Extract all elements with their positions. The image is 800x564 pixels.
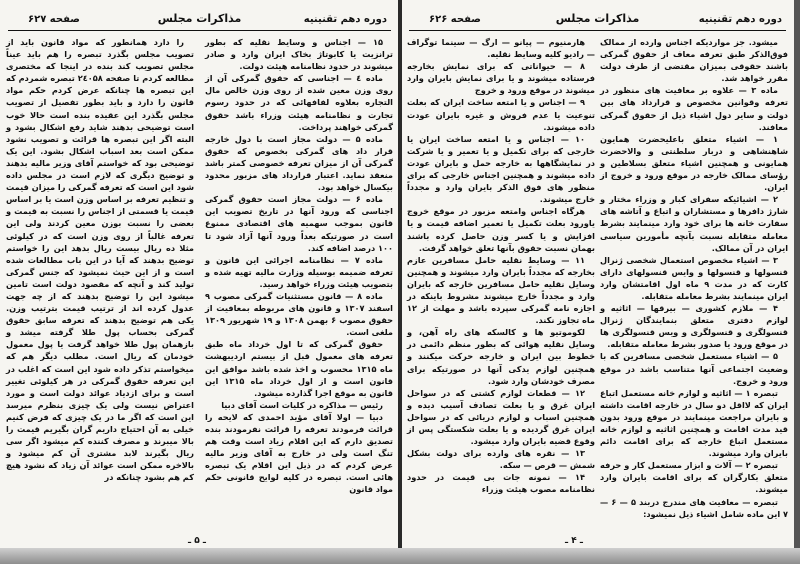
paragraph: ۴ — ملازم کشوری — بیرقها — اثاثیه و لوازم دفتری متعلق بنمایندگان ژنرال قنسولگری و قنسولگری و ویس قنسولگری ها در موقع ورود یا صدور بشرط معامله متقابله. bbox=[600, 303, 788, 350]
text-column-left bbox=[407, 36, 595, 496]
book-spine-divider bbox=[398, 0, 402, 550]
paragraph: تبصره ۲ — آلات و ابزار مستعمل کار و حرفه متعلق بکارگران که برای اقامت بایران وارد میشوند. bbox=[600, 460, 788, 495]
page-header bbox=[409, 8, 786, 31]
volume-label: دوره دهم تقنینیه bbox=[698, 14, 782, 25]
paragraph: میشود. جز مواردیکه اجناس وارده از ممالک فوق‌الذکر طبق تعرفه معاف از حقوق گمرکی باشند حقوقی بمیزان مقتضی از طرف دولت مقرر خواهد شد. bbox=[600, 37, 788, 84]
page-number-label: صفحه ۶۲۷ bbox=[28, 14, 80, 25]
paragraph: دبیا — اولا آقای مؤید احمدی که لایحه را قرائت فرمودند تعرفه را قرائت نفرمودند بنده تصدیق دارم که این اقلام زیاد است وقت هم تنگ است ولی در خارج به آقای وزیر مالیه عرض کردم که در ذیل این اقلام یک تبصره هائی است. تبصره در کلیه لوایح قانونی حکم مواد قانون bbox=[205, 411, 393, 495]
paragraph: ۱۲ — قطعات لوازم کشتی که در سواحل ایران غرق و یا بعلت تصادف آسیب دیده و همچنین اسباب و لوازم دریائی که در سواحل ایران غرق گردیده و یا بعلت شکستگی پس از وقوع قضیه بایران وارد میشود. bbox=[407, 387, 595, 447]
page-header bbox=[8, 8, 391, 31]
paragraph: ماده ٤ — اجناسی که حقوق گمرکی آن از روی وزن معین شده از روی وزن خالص مال التجاره بعلاوه لفافهائی که در حدود رسوم تجارت و نظامنامه هیئت وزراء باشد حقوق گمرکی خواهند پرداخت. bbox=[205, 73, 393, 132]
page-number-label: صفحه ۶۲۶ bbox=[429, 14, 481, 25]
paragraph: ۸ — حیواناتی که برای نمایش بخارجه فرستاده میشوند و یا برای نمایش بایران وارد میشوند در موقع ورود و خروج bbox=[407, 61, 595, 96]
volume-label: دوره دهم تقنینیه bbox=[303, 14, 387, 25]
text-column-left bbox=[6, 36, 194, 483]
paragraph: ۱۱ — وسایط نقلیه حامل مسافرین عازم بخارجه که مجدداً بایران وارد میشوند و همچنین وسایل نقلیه حامل مسافرین خارجه که بایران وارد و مجدداً خارج میشوند مشروط باینکه در اجازه نامه گمرکی سپرده باشد و مهلت از ۱۲ ماه تجاوز نکند. bbox=[407, 254, 595, 326]
paragraph: ۳ — اشیاء مخصوص استعمال شخصی ژنرال قنسولها و قنسولها و وایس قنسولهای دارای کارت که در مدت ۹ ماه اول اقامتشان وارد ایران مینمایند بشرط معامله متقابله. bbox=[600, 254, 788, 301]
page-627 bbox=[0, 0, 399, 548]
page-626 bbox=[401, 0, 794, 548]
paragraph: هرگاه اجناس وامتعه مزبور در موقع خروج یاورود بعلت تکمیل یا تعمیر اضافه قیمت و یا افزایش و یا کسر وزن حاصل کرده باشند بهمان نسبت حقوق بآنها تعلق خواهد گرفت. bbox=[407, 206, 595, 253]
paragraph: ۱۵ — اجناس و وسایط نقلیه که بطور ترانزیت یا کابوتاژ بخاک ایران وارد و صادر میشوند در حدود نظامنامه هیئت دولت. bbox=[205, 37, 393, 72]
paragraph: هارمنیوم — پیانو — ارگ — سینما توگراف — رادیو کلیه وسایط نقلیه. bbox=[407, 37, 595, 60]
scan-bottom-edge bbox=[0, 548, 800, 564]
paragraph: ۱۰ — اجناس و یا امتعه ساخت ایران یا خارجی که برای تکمیل و یا تعمیر و یا شرکت در نمایشگاهها به خارجه حمل و بایران عودت داده میشوند و همچنین اجناس خارجی که برای منظور های فوق الذکر بایران وارد و مجدداً خارج میشوند. bbox=[407, 133, 595, 205]
paragraph: لکوموتیو ها و کالسکه های راه آهن، و وسایل نقلیه هوائی که بطور منظم دائمی در خطوط بین ایران و خارجه حرکت میکنند و همچنین لوازم یدکی آنها در صورتیکه برای مصرف خودشان وارد شود. bbox=[407, 327, 595, 386]
text-column-right bbox=[600, 36, 788, 520]
paragraph: را دارد همانطور که مواد قانون باید از تصویب مجلس بگذرد تبصره را هم باید عیناً مجلس تصویب کند بنده در اینجا که مختصری مطالعه کردم تا صفحه ۲٤۰۵۸ تبصره شمردم که این تبصره ها چنانکه عرض کردم حکم مواد قانون را دارد و باید بطور تفصیل از تصویب مجلس بگذرد این عقیده بنده است حالا خوب است توضیحی بدهند شاید رفع اشکال بشود و البته اگر این تبصره ها قرائت و تصویب نشود ممکن است بعد اسباب اشکال بشود. این یک توضیحی بود که خواستم آقای وزیر مالیه بدهند و توضیح دیگری که لازم است در مجلس داده شود این است که تعرفه گمرکی را میزان قیمت و تنظیم تعرفه بر اساس وزن است یا بر اساس قیمت یا قسمتی از اجناس را نسبت به قیمت و بعضی را نسبت بوزن معین کردند ولی این تعرفه غالباً از روی وزن است که در کیلوئی مثلا ده ریال بیست ریال بدهد این را خواستم توضیح بدهند که آیا در این باب مطالعات شده است و از این حیث نمیشود که جنس گمرکی تولید کند و آنچه که مقصود دولت است تامین میشود این را توضیح بدهند که از چه جهت عدول کرده اند از ترتیب قیمت بترتیب وزن. یکی هم توضیح بدهند که تعرفه سابق حقوق گمرکی بحساب پول طلا گرفته میشد و بازهمان پول طلا خواهد گرفت یا پول معمول خودمان که ریال است. مطلب دیگر هم که میخواستم تذکر داده شود این است که اغلب در این تعرفه حقوق گمرکی در هر کیلوئی تغییر است و برای ازدیاد عوائد دولت است و مورد اعتراض نیست ولی یک چیزی بنظرم میرسد این است که اگر ما در یک چیزی که فرض کنیم خیلی به آن احتیاج داریم گران بگیریم قیمت را بالا میبرند و مصرف کننده کم میشود اگر سی ریال بگیرند لابد مشتری آن کم میشود و بالاخره ممکن است عوائد آن زیاد که نشود هیچ کم هم بشود چنانکه در bbox=[6, 37, 194, 483]
text-column-right bbox=[205, 36, 393, 496]
paragraph: ماده ۶ — دولت مجاز است حقوق گمرکی اجناسی که ورود آنها در تاریخ تصویب این قانون بموجب سهمیه های اقتصادی ممنوع است در صورتیکه بعداً ورود آنها آزاد شود تا ۱۰۰ درصد اضافه کند. bbox=[205, 194, 393, 253]
paragraph: ماده ۳ — علاوه بر معافیت های منظور در تعرفه وقوانین مخصوص و قرارداد های بین دولت و سایر دول اشیاء ذیل از حقوق گمرکی معافند. bbox=[600, 85, 788, 132]
paragraph: ۲ — اشیائیکه سفرای کبار و وزراء مختار و شارژ دافرها و مستشاران و اتباع و آتاشه های سفارت خانه ها برای خود وارد مینمایند بشرط معامله متقابله نسبت بآنچه مأمورین سیاسی ایران در آن ممالک. bbox=[600, 194, 788, 253]
paragraph: ۱۳ — نقره های وارده برای دولت بشکل شمش — قرص — سکه. bbox=[407, 448, 595, 471]
paragraph: تبصره ۱ — اثاثیه و لوازم خانه مستعمل اتباع ایران که لااقل دو سال در خارجه اقامت داشته و بایران مراجعت مینمایند در موقع ورود بدون قید مدت اقامت و همچنین اثاثیه و لوازم خانه مستعمل اتباع خارجه که برای اقامت دائم بایران وارد میشوند. bbox=[600, 387, 788, 459]
paragraph: ۹ — اجناس و یا امتعه ساخت ایران که بعلت تنوعیت یا عدم فروش و غیره بایران عودت داده میشوند. bbox=[407, 97, 595, 132]
page-footer-number: ـ ۵ ـ bbox=[188, 536, 206, 546]
paragraph: تبصره — معافیت های مندرج دربند ۵ — ۶ — ۷ این ماده شامل اشیاء ذیل نمیشود: bbox=[600, 496, 788, 519]
running-title: مذاکرات مجلس bbox=[157, 12, 242, 25]
paragraph: ماده ۷ — نظامنامه اجرائی این قانون و تعرفه ضمیمه بوسیله وزارت مالیه تهیه شده و بتصویب هیئت وزراء خواهد رسید. bbox=[205, 254, 393, 289]
paragraph: ماده ۸ — قانون مستثنیات گمرکی مصوب ۹ اسفند ۱۳۰۷ و قانون های مربوطه بمعافیت از حقوق مصوب ۶ بهمن ۱۳۰۸ و ۱۹ شهریور ۱۳۰۹ ملغی است. bbox=[205, 290, 393, 338]
page-footer-number: ـ ۴ ـ bbox=[565, 536, 583, 546]
paragraph: حقوق گمرکی که تا اول خرداد ماه طبق تعرفه های معمول قبل از بیستم اردیبهشت ماه ۱۳۱۵ محسوب و اخذ شده باشد موافق این قانون است و از اول خرداد ماه ۱۳۱۵ این قانون به موقع اجرا گذارده میشود. bbox=[205, 339, 393, 398]
scan-edge bbox=[794, 0, 800, 564]
paragraph: ۵ — اشیاء مستعمل شخصی مسافرین که با وضعیت اجتماعی آنها متناسب باشد در موقع ورود و خروج. bbox=[600, 351, 788, 386]
paragraph: رئیس — مذاکره در کلیات است آقای دبیا bbox=[221, 399, 383, 410]
paragraph: ۱۴ — نمونه جات بی قیمت در حدود نظامنامه مصوب هیئت وزراء bbox=[407, 472, 595, 495]
running-title: مذاکرات مجلس bbox=[555, 12, 640, 25]
paragraph: ماده ۵ — دولت مجاز است با دول خارجه قرار داد های گمرکی بخصوص که حقوق گمرکی آن از میزان تعرفه خصوصی کمتر باشد منعقد نماید. اعتبار قرارداد های مزبور محدود بیکسال خواهد بود. bbox=[205, 133, 393, 193]
paragraph: ۱ — اشیاء متعلق باعلیحضرت همایون شاهنشاهی و دربار سلطنتی و والاحضرت همایونی و همچنین اشیاء متعلق بسلاطین و رؤسای ممالک خارجه در موقع ورود و خروج از ایران. bbox=[600, 133, 788, 193]
